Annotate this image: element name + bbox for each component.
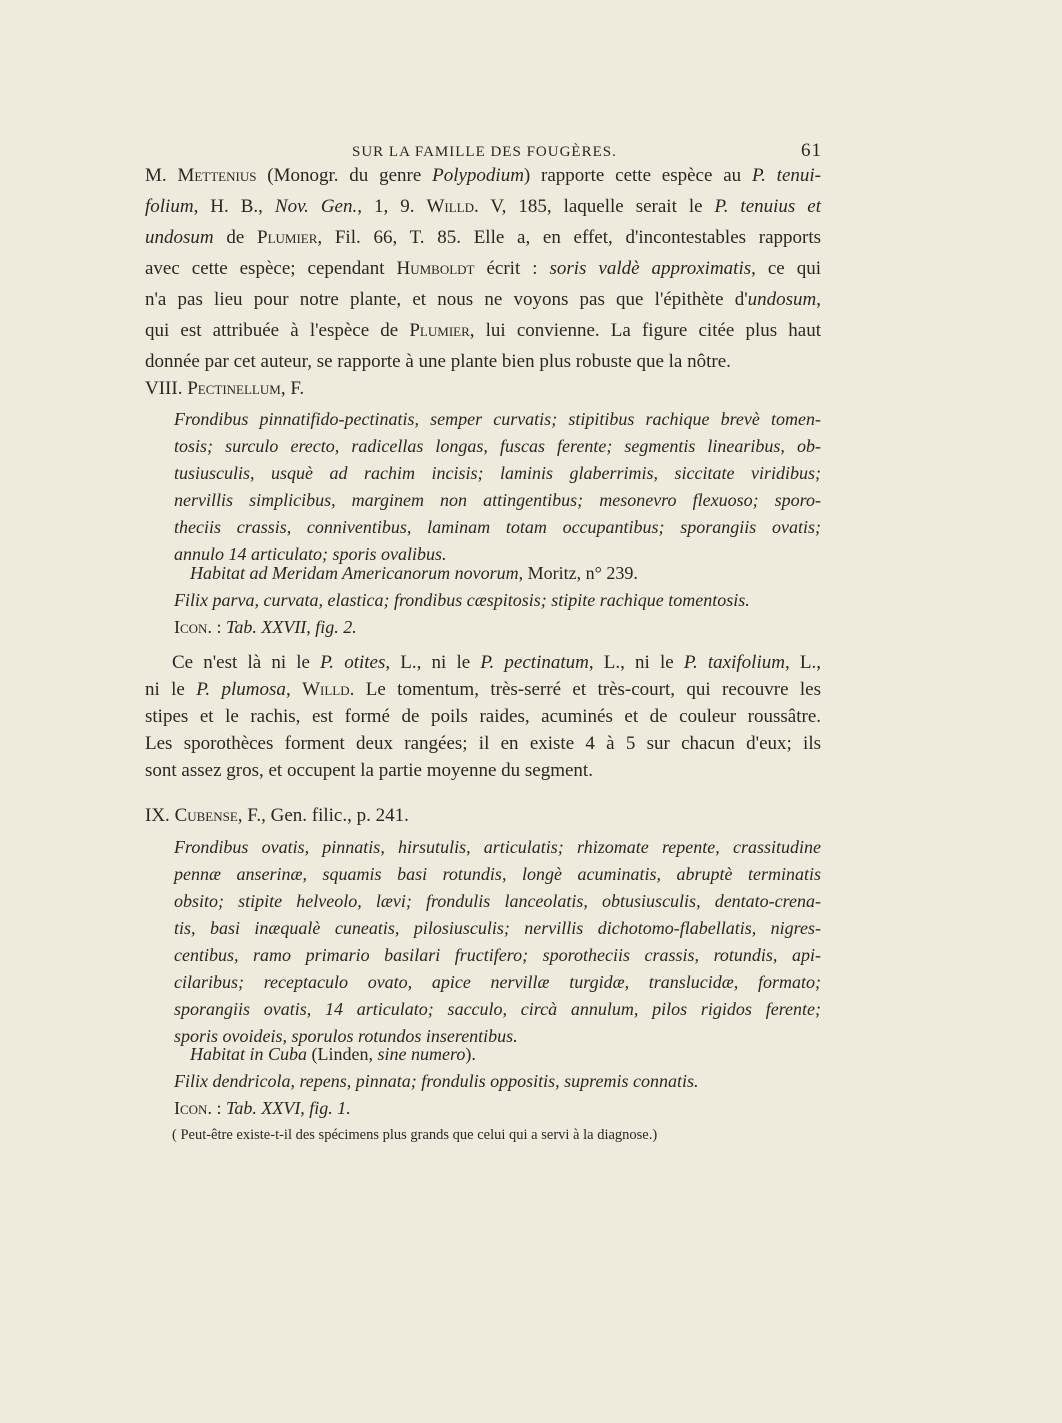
footnote-cubense: ( Peut-être existe-t-il des spécimens plus grands que celui qui a servi à la diagnose.)	[172, 1127, 658, 1143]
icon-ref-pectinellum: Icon. : Tab. XXVII, fig. 2.	[174, 617, 357, 637]
text-line: avec cette espèce; cependant Humboldt écrit : soris valdè approximatis, ce qui	[145, 258, 821, 279]
text-line: sont assez gros, et occupent la partie moyenne du segment.	[145, 760, 593, 781]
text-line: Frondibus ovatis, pinnatis, hirsutulis, articulatis; rhizomate repente, crassitudine	[174, 837, 821, 857]
text-line: M. Mettenius (Monogr. du genre Polypodium) rapporte cette espèce au P. tenui-	[145, 165, 821, 186]
text-line: ni le P. plumosa, Willd. Le tomentum, très-serré et très-court, qui recouvre les	[145, 679, 821, 700]
section-heading-pectinellum: VIII. Pectinellum, F.	[145, 378, 305, 399]
text-line: Les sporothèces forment deux rangées; il en existe 4 à 5 sur chacun d'eux; ils	[145, 733, 821, 754]
habitat-pectinellum: Habitat ad Meridam Americanorum novorum, Moritz, n° 239.	[190, 563, 638, 583]
text-line: Ce n'est là ni le P. otites, L., ni le P. pectinatum, L., ni le P. taxifolium, L.,	[172, 652, 821, 673]
text-line: tusiusculis, usquè ad rachim incisis; laminis glaberrimis, siccitate viridibus;	[174, 463, 821, 483]
section-heading-cubense: IX. Cubense, F., Gen. filic., p. 241.	[145, 805, 409, 826]
text-line: theciis crassis, conniventibus, laminam totam occupantibus; sporangiis ovatis;	[174, 517, 821, 537]
page-number: 61	[801, 140, 822, 161]
text-line: qui est attribuée à l'espèce de Plumier, lui convienne. La figure citée plus haut	[145, 320, 821, 341]
text-line: Frondibus pinnatifido-pectinatis, semper curvatis; stipitibus rachique brevè tomen-	[174, 409, 821, 429]
page-header	[352, 140, 822, 164]
text-line: tis, basi inæqualè cuneatis, pilosiusculis; nervillis dichotomo-flabellatis, nigres-	[174, 918, 821, 938]
filix-cubense: Filix dendricola, repens, pinnata; frondulis oppositis, supremis connatis.	[174, 1071, 699, 1091]
text-line: sporis ovoideis, sporulos rotundos inserentibus.	[174, 1026, 518, 1046]
text-line: n'a pas lieu pour notre plante, et nous ne voyons pas que l'épithète d'undosum,	[145, 289, 821, 310]
running-title: SUR LA FAMILLE DES FOUGÈRES.	[352, 144, 617, 160]
text-line: donnée par cet auteur, se rapporte à une plante bien plus robuste que la nôtre.	[145, 351, 731, 372]
text-line: stipes et le rachis, est formé de poils raides, acuminés et de couleur roussâtre.	[145, 706, 821, 727]
text-line: tosis; surculo erecto, radicellas longas, fuscas ferente; segmentis linearibus, ob-	[174, 436, 821, 456]
text-line: annulo 14 articulato; sporis ovalibus.	[174, 544, 447, 564]
text-line: undosum de Plumier, Fil. 66, T. 85. Elle a, en effet, d'incontestables rapports	[145, 227, 822, 248]
text-line: obsito; stipite helveolo, lævi; frondulis lanceolatis, obtusiusculis, dentato-crena-	[174, 891, 821, 911]
filix-pectinellum: Filix parva, curvata, elastica; frondibus cæspitosis; stipite rachique tomentosis.	[174, 590, 750, 610]
habitat-cubense: Habitat in Cuba (Linden, sine numero).	[190, 1044, 476, 1064]
text-line: folium, H. B., Nov. Gen., 1, 9. Willd. V, 185, laquelle serait le P. tenuius et	[145, 196, 821, 217]
text-line: nervillis simplicibus, marginem non attingentibus; mesonevro flexuoso; sporo-	[174, 490, 821, 510]
text-line: centibus, ramo primario basilari fructifero; sporotheciis crassis, rotundis, api-	[174, 945, 821, 965]
text-line: sporangiis ovatis, 14 articulato; sacculo, circà annulum, pilos rigidos ferente;	[174, 999, 821, 1019]
icon-ref-cubense: Icon. : Tab. XXVI, fig. 1.	[174, 1098, 351, 1118]
text-line: cilaribus; receptaculo ovato, apice nervillæ turgidæ, translucidæ, formato;	[174, 972, 821, 992]
text-line: pennæ anserinæ, squamis basi rotundis, longè acuminatis, abruptè terminatis	[174, 864, 821, 884]
